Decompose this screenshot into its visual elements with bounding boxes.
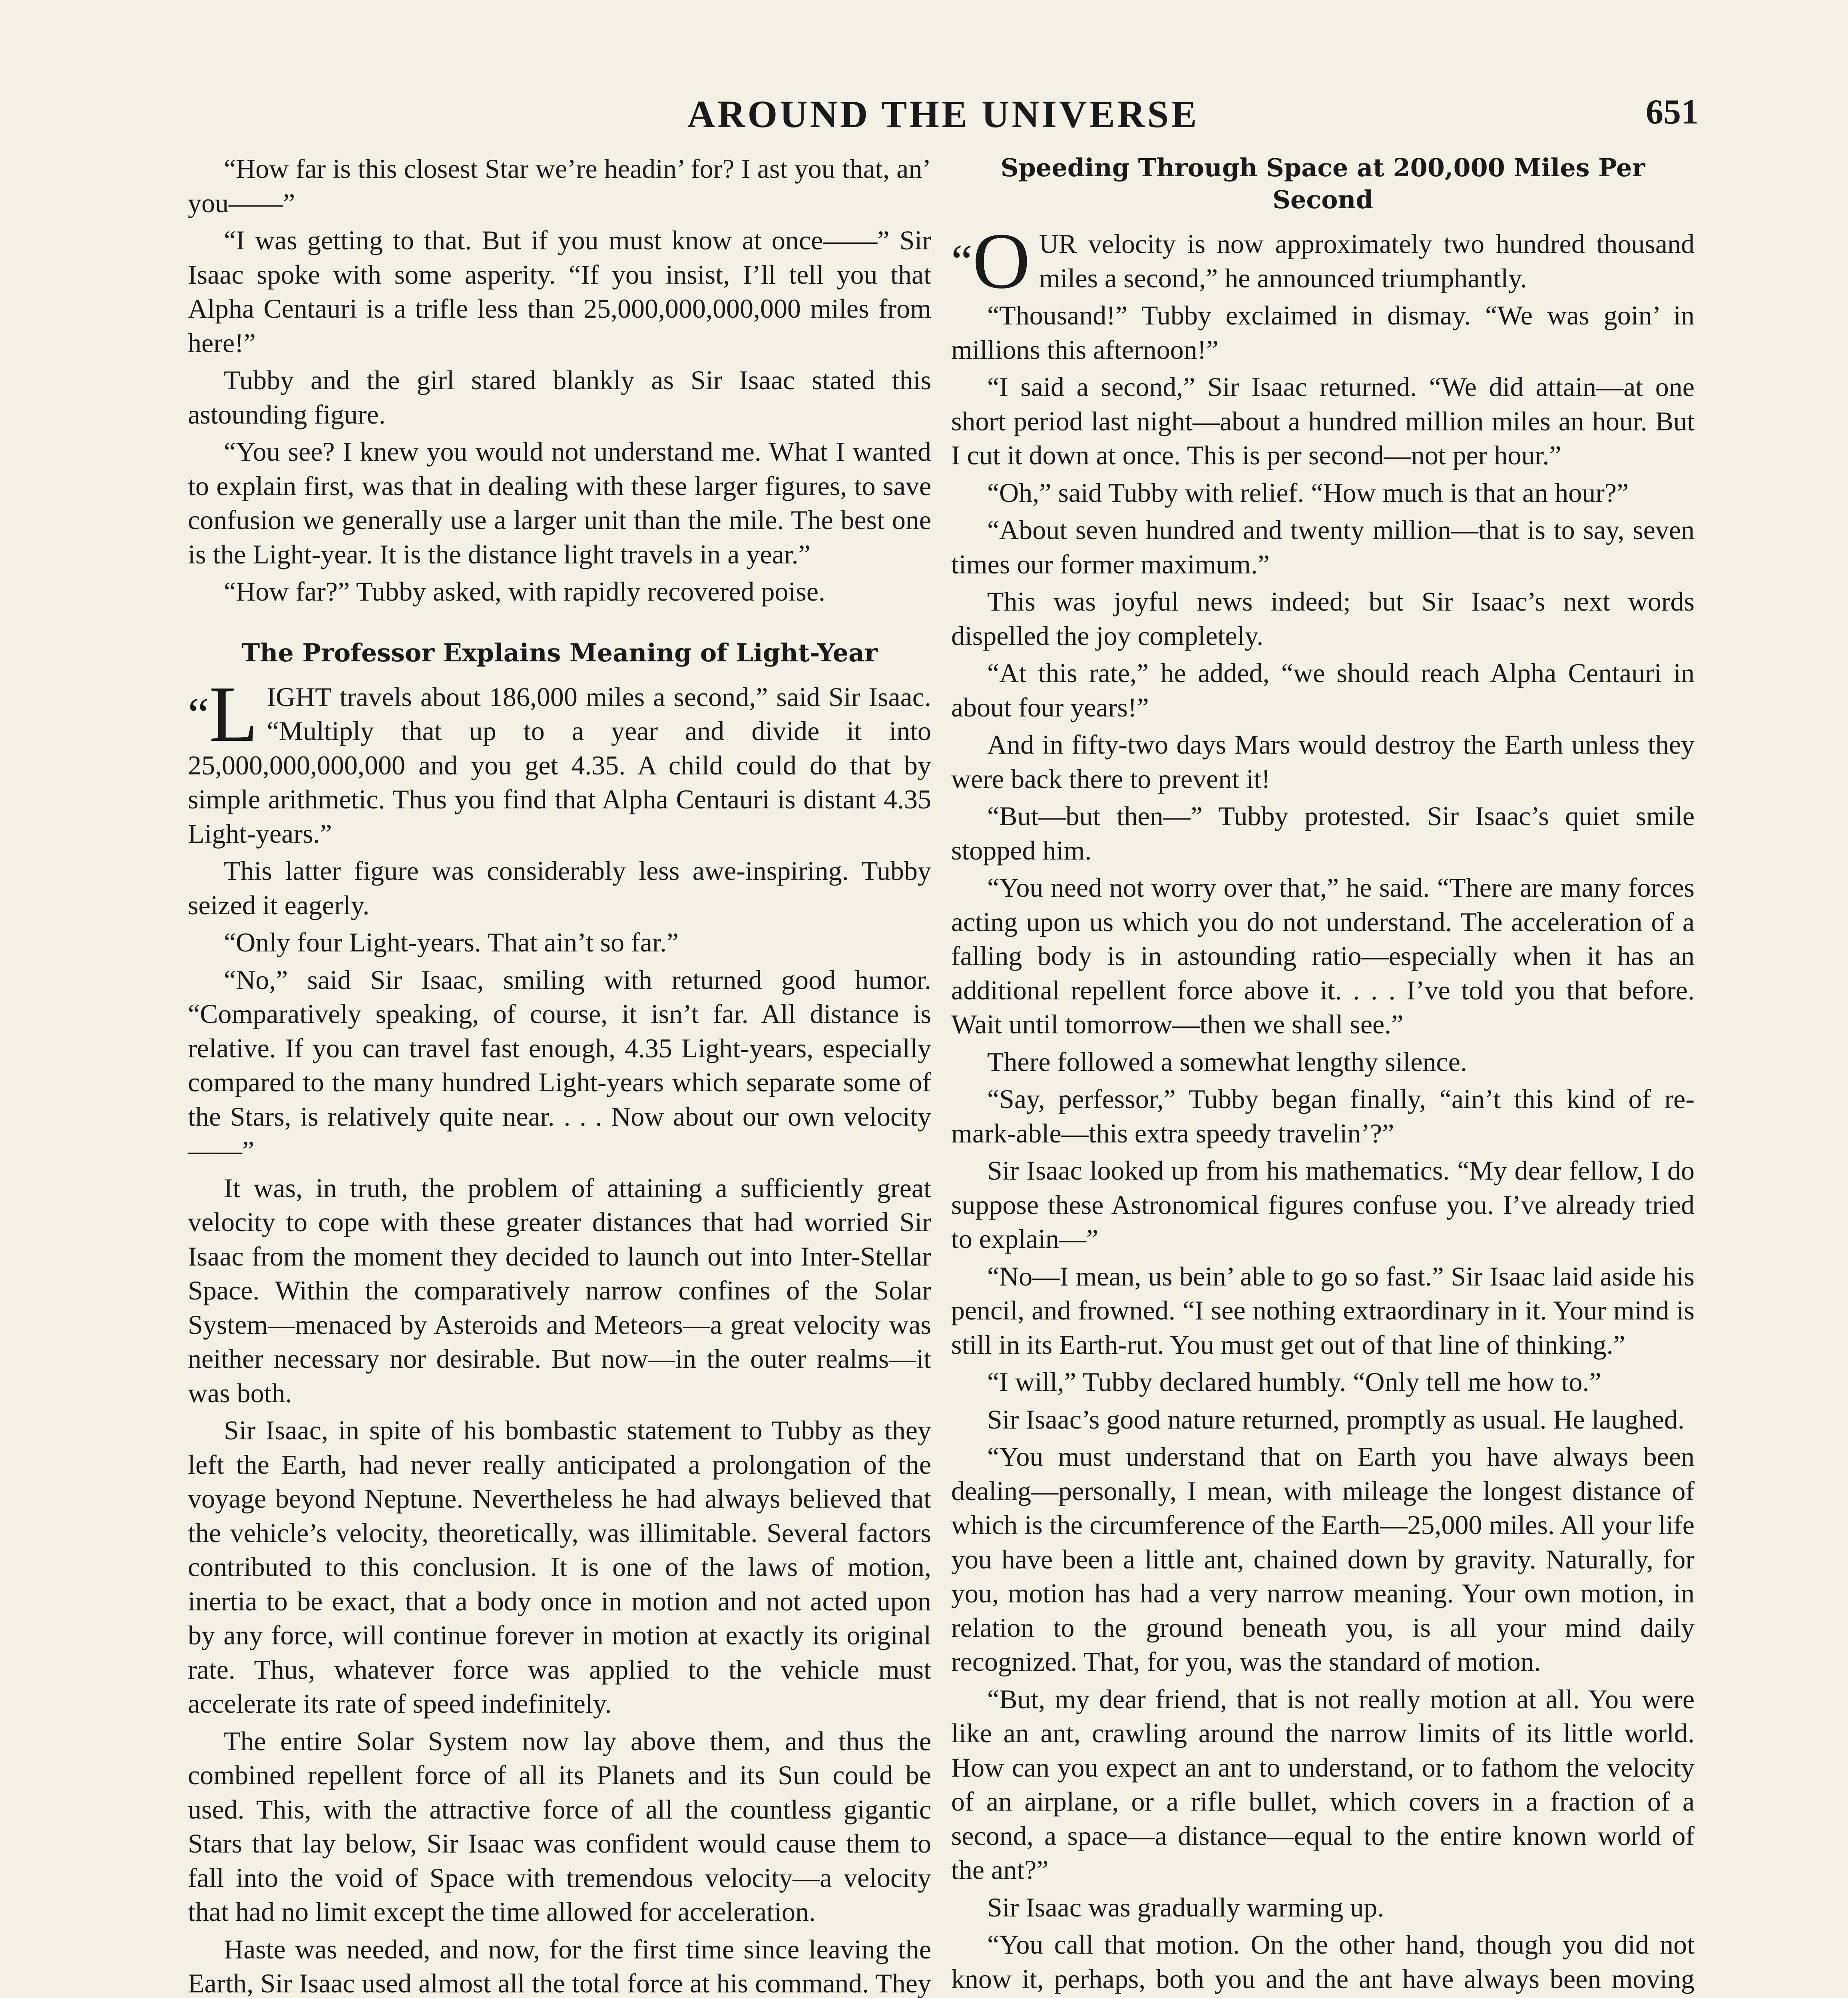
drop-cap: “O: [951, 217, 1030, 305]
paragraph: “At this rate,” he added, “we should reach Alpha Centauri in about four years!”: [951, 658, 1695, 722]
right-column: [951, 152, 1695, 1998]
paragraph: “You must understand that on Earth you have always been dealing—personally, I mean, with mileage the longest distance of which is the circumference of the Earth—25,000 miles. All your life you have been a little ant, chained down by gravity. Naturally, for you, motion has had a very narrow meaning. Your own motion, in relation to the ground beneath you, is all your mind daily recognized. That, for you, was the standard of motion.: [951, 1441, 1695, 1677]
paragraph: It was, in truth, the problem of attaining a sufficiently great velocity to cope with these greater distances that had worried Sir Isaac from the moment they decided to launch out into Inter-Stellar Space. Within the comparatively narrow confines of the Solar System—menaced by Asteroids and Meteors—a great velocity was neither necessary nor desirable. But now—in the outer realms—it was both.: [188, 1172, 931, 1408]
paragraph: “I said a second,” Sir Isaac returned. “We did attain—at one short period last night—about a hundred million miles an hour. But I cut it down at once. This is per second—not per hour.”: [951, 372, 1695, 470]
paragraph: “Thousand!” Tubby exclaimed in dismay. “We was goin’ in millions this afternoon!”: [951, 300, 1695, 365]
paragraph: And in fifty-two days Mars would destroy the Earth unless they were back there to prevent it!: [951, 729, 1695, 794]
paragraph: “Say, perfessor,” Tubby began finally, “ain’t this kind of re-mark-able—this extra speedy travelin’?”: [951, 1084, 1695, 1148]
paragraph: “I will,” Tubby declared humbly. “Only tell me how to.”: [987, 1367, 1601, 1397]
paragraph: The entire Solar System now lay above them, and thus the combined repellent force of all its Planets and its Sun could be used. This, with the attractive force of all the countless gigantic Stars that lay below, Sir Isaac was confident would cause them to fall into the void of Space with tremendous velocity—a velocity that had no limit except the time allowed for acceleration.: [188, 1725, 931, 1927]
paragraph: Sir Isaac looked up from his mathematics. “My dear fellow, I do suppose these Astronomical figures confuse you. I’ve already tried to explain—”: [951, 1155, 1695, 1254]
page-number: 651: [1646, 93, 1699, 131]
paragraph: Sir Isaac’s good nature returned, promptly as usual. He laughed.: [987, 1404, 1685, 1435]
page-header: [188, 92, 1699, 140]
paragraph: “I was getting to that. But if you must know at once——” Sir Isaac spoke with some asperity. “If you insist, I’ll tell you that Alpha Centauri is a trifle less than 25,000,000,000,000 miles from here!”: [188, 225, 931, 358]
drop-cap: “L: [188, 670, 258, 758]
lead-paragraph: “L IGHT travels about 186,000 miles a second,” said Sir Isaac. “Multiply that up to a year and divide it into 25,000,000,000,000 and you get 4.35. A child could do that by simple arithmetic. Thus you find that Alpha Centauri is distant 4.35 Light-years.”: [188, 670, 931, 849]
paragraph: This was joyful news indeed; but Sir Isaac’s next words dispelled the joy completely.: [951, 586, 1695, 651]
paragraph: Sir Isaac, in spite of his bombastic statement to Tubby as they left the Earth, had never really anticipated a prolongation of the voyage beyond Neptune. Nevertheless he had always believed that the vehicle’s velocity, theoretically, was illimitable. Several factors contributed to this conclusion. It is one of the laws of motion, inertia to be exact, that a body once in motion and not acted upon by any force, will continue forever in motion at exactly its original rate. Thus, whatever force was applied to the vehicle must accelerate its rate of speed indefinitely.: [188, 1415, 931, 1719]
paragraph: Sir Isaac was gradually warming up.: [987, 1892, 1384, 1922]
paragraph: “You call that motion. On the other hand, though you did not know it, perhaps, both you and the ant have always been moving: [951, 1929, 1695, 1994]
paragraph: There followed a somewhat lengthy silence.: [987, 1046, 1467, 1077]
paragraph: “No—I mean, us bein’ able to go so fast.” Sir Isaac laid aside his pencil, and frowned. “I see nothing extraordinary in it. Your mind is still in its Earth-rut. You must get out of that line of thinking.”: [951, 1261, 1695, 1360]
paragraph: “How far is this closest Star we’re headin’ for? I ast you that, an’ you——”: [188, 153, 931, 218]
paragraph: “Only four Light-years. That ain’t so far.”: [224, 927, 679, 957]
paragraph: Haste was needed, and now, for the first time since leaving the Earth, Sir Isaac used almost all the total force at his command. They: [188, 1934, 931, 1998]
paragraph: “Oh,” said Tubby with relief. “How much is that an hour?”: [987, 477, 1629, 508]
lead-paragraph: “O UR velocity is now approximately two hundred thousand miles a second,” he announced triumphantly.: [951, 217, 1695, 305]
paragraph: “You see? I knew you would not understand me. What I wanted to explain first, was that in dealing with these larger figures, to save confusion we generally use a larger unit than the mile. The best one is the Light-year. It is the distance light travels in a year.”: [188, 436, 931, 569]
running-title: AROUND THE UNIVERSE: [687, 93, 1199, 135]
paragraph: “But, my dear friend, that is not really motion at all. You were like an ant, crawling around the narrow limits of its little world. How can you expect an ant to understand, or to fathom the velocity of an airplane, or a rifle bullet, which covers in a fraction of a second, a space—a distance—equal to the entire known world of the ant?”: [951, 1684, 1695, 1885]
paragraph: “No,” said Sir Isaac, smiling with returned good humor. “Comparatively speaking, of course, it isn’t far. All distance is relative. If you can travel fast enough, 4.35 Light-years, especially compared to the many hundred Light-years which separate some of the Stars, is relatively quite near. . . . Now about our own velocity——”: [188, 964, 931, 1166]
section-heading: The Professor Explains Meaning of Light-Year: [241, 638, 878, 667]
section-heading: Speeding Through Space at 200,000 Miles Per Second: [1000, 153, 1645, 214]
paragraph: “How far?” Tubby asked, with rapidly recovered poise.: [224, 576, 826, 607]
paragraph: “You need not worry over that,” he said. “There are many forces acting upon us which you do not understand. The acceleration of a falling body is in astounding ratio—especially when it has an additional repellent force above it. . . . I’ve told you that before. Wait until tomorrow—then we shall see.”: [951, 872, 1695, 1039]
paragraph: “About seven hundred and twenty million—that is to say, seven times our former maximum.”: [951, 515, 1695, 579]
left-column: [188, 152, 931, 1998]
paragraph: This latter figure was considerably less awe-inspiring. Tubby seized it eagerly.: [188, 856, 931, 920]
paragraph: “But—but then—” Tubby protested. Sir Isaac’s quiet smile stopped him.: [951, 801, 1695, 866]
paragraph: Tubby and the girl stared blankly as Sir Isaac stated this astounding figure.: [188, 365, 931, 430]
